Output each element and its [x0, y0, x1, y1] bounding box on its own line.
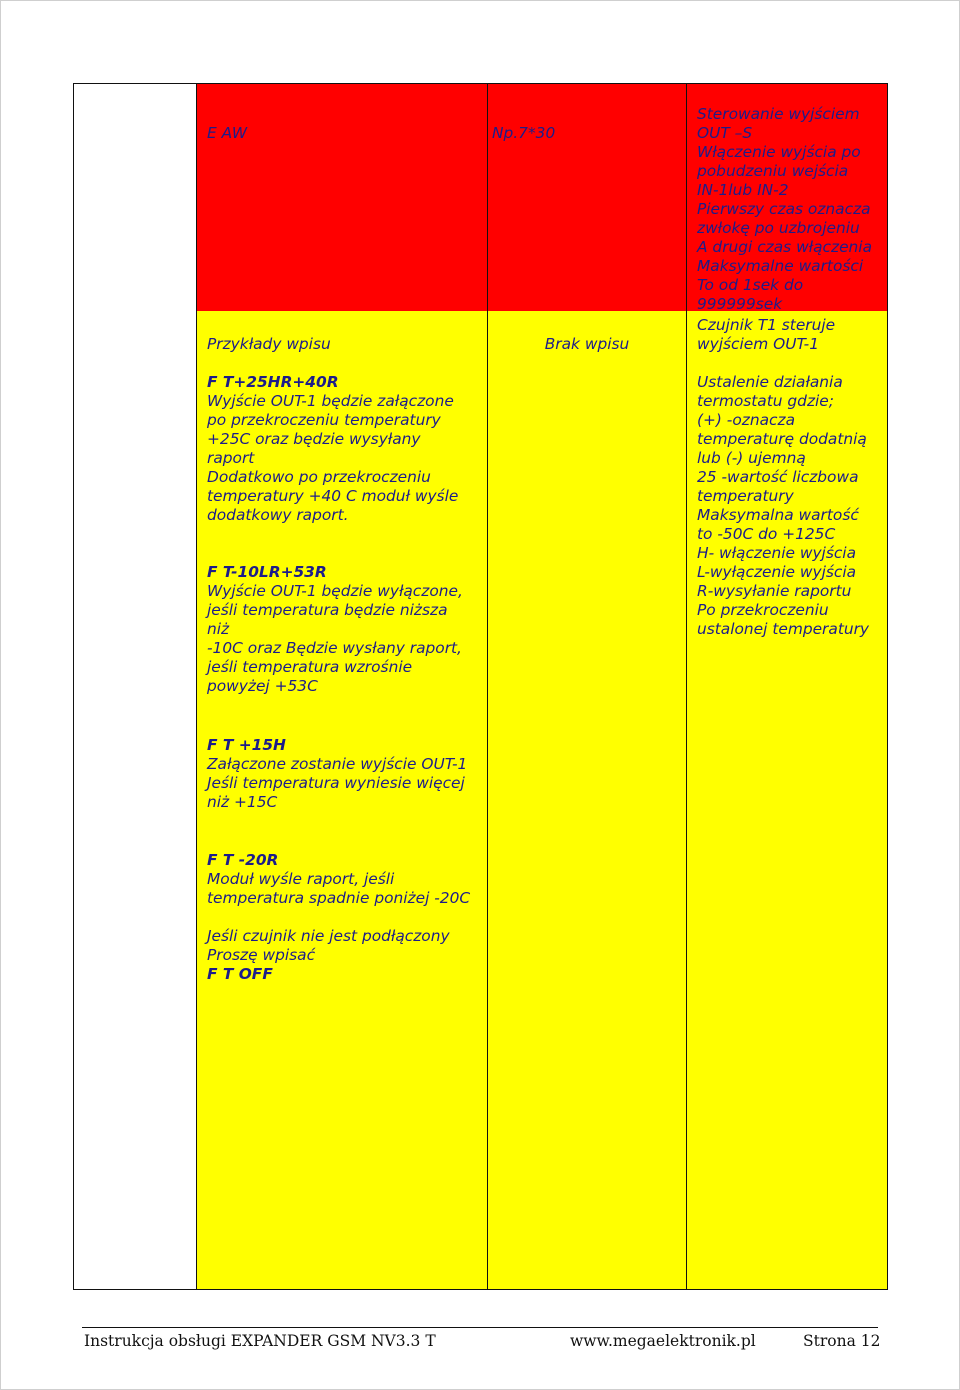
example-2-line: jeśli temperatura będzie niższa — [207, 601, 448, 619]
examples-cell — [197, 84, 488, 1290]
thermostat-line: termostatu gdzie; — [697, 392, 834, 410]
examples-intro: Przykłady wpisu — [207, 335, 331, 353]
parameter-example: Np.7*30 — [492, 124, 556, 142]
example-3-line: Jeśli temperatura wyniesie więcej — [207, 774, 465, 792]
example-4-line: Moduł wyśle raport, jeśli — [207, 870, 395, 888]
command-header: E AW — [207, 124, 248, 142]
thermostat-line: Maksymalna wartość — [697, 506, 859, 524]
example-2-line: jeśli temperatura wzrośnie — [207, 658, 413, 676]
example-2-line: niż — [207, 620, 230, 638]
example-1-line: temperatury +40 C moduł wyśle — [207, 487, 459, 505]
description-line: OUT –S — [697, 124, 753, 142]
thermostat-line: Ustalenie działania — [697, 373, 843, 391]
example-4-line: temperatura spadnie poniżej -20C — [207, 889, 471, 907]
example-3-line: Załączone zostanie wyjście OUT-1 — [207, 755, 468, 773]
example-4-code: F T -20R — [207, 851, 279, 869]
example-1-line: raport — [207, 449, 255, 467]
red-header-band — [488, 84, 686, 311]
thermostat-line: L-wyłączenie wyjścia — [697, 563, 857, 581]
thermostat-line: Po przekroczeniu — [697, 601, 829, 619]
thermostat-line: (+) -oznacza — [697, 411, 796, 429]
sensor-line: Czujnik T1 steruje — [697, 316, 836, 334]
sensor-line: wyjściem OUT-1 — [697, 335, 820, 353]
description-line: Włączenie wyjścia po — [697, 143, 861, 161]
description-line: Sterowanie wyjściem — [697, 105, 860, 123]
example-3-code: F T +15H — [207, 736, 286, 754]
example-5-line: Proszę wpisać — [207, 946, 316, 964]
thermostat-line: temperatury — [697, 487, 794, 505]
description-line: Maksymalne wartości — [697, 257, 864, 275]
thermostat-line: lub (-) ujemną — [697, 449, 806, 467]
parameter-cell — [488, 84, 687, 1290]
example-2-line: -10C oraz Będzie wysłany raport, — [207, 639, 462, 657]
description-line: zwłokę po uzbrojeniu — [697, 219, 860, 237]
row-number-cell — [74, 84, 197, 1290]
description-line: Pierwszy czas oznacza — [697, 200, 871, 218]
footer-title: Instrukcja obsługi EXPANDER GSM NV3.3 T — [84, 1332, 436, 1350]
description-line: 999999sek — [697, 295, 783, 313]
footer-rule — [82, 1327, 878, 1328]
example-5-line: Jeśli czujnik nie jest podłączony — [207, 927, 450, 945]
description-line: IN-1lub IN-2 — [697, 181, 789, 199]
example-1-line: dodatkowy raport. — [207, 506, 349, 524]
thermostat-line: to -50C do +125C — [697, 525, 836, 543]
example-3-line: niż +15C — [207, 793, 278, 811]
yellow-body-band — [488, 311, 686, 1289]
footer-page-number: Strona 12 — [803, 1332, 881, 1350]
example-1-line: Wyjście OUT-1 będzie załączone — [207, 392, 454, 410]
red-header-band — [197, 84, 487, 311]
thermostat-line: H- włączenie wyjścia — [697, 544, 857, 562]
example-2-code: F T-10LR+53R — [207, 563, 327, 581]
description-line: To od 1sek do — [697, 276, 804, 294]
example-2-line: Wyjście OUT-1 będzie wyłączone, — [207, 582, 463, 600]
thermostat-line: ustalonej temperatury — [697, 620, 870, 638]
footer-url[interactable]: www.megaelektronik.pl — [570, 1332, 756, 1350]
no-entry-label: Brak wpisu — [544, 335, 630, 353]
table-row — [74, 84, 888, 1290]
example-1-line: po przekroczeniu temperatury — [207, 411, 441, 429]
thermostat-line: R-wysyłanie raportu — [697, 582, 852, 600]
thermostat-line: 25 -wartość liczbowa — [697, 468, 859, 486]
example-2-line: powyżej +53C — [207, 677, 318, 695]
example-1-code: F T+25HR+40R — [207, 373, 339, 391]
description-line: A drugi czas włączenia — [697, 238, 873, 256]
thermostat-line: temperaturę dodatnią — [697, 430, 867, 448]
instruction-table — [73, 83, 888, 1290]
description-line: pobudzeniu wejścia — [697, 162, 849, 180]
example-1-line: +25C oraz będzie wysyłany — [207, 430, 421, 448]
example-1-line: Dodatkowo po przekroczeniu — [207, 468, 431, 486]
description-cell — [687, 84, 888, 1290]
example-5-code: F T OFF — [207, 965, 273, 983]
